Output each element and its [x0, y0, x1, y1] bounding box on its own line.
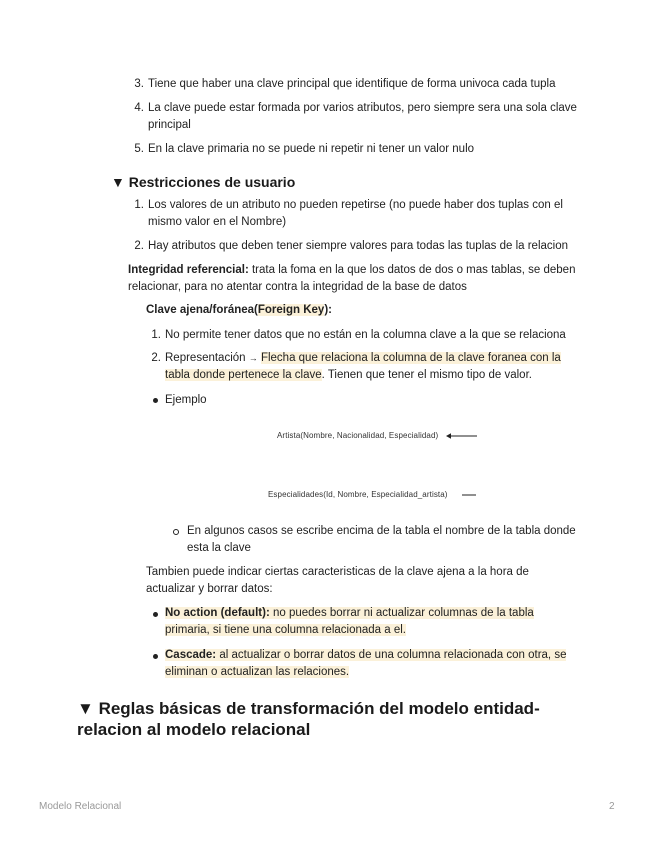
page-number: 2: [609, 801, 615, 812]
clave-ajena-heading: [146, 302, 332, 319]
section-title: Reglas básicas de transformación del modelo entidad-relacion al modelo relacional: [77, 699, 540, 739]
bullet-dot-icon: [153, 612, 158, 617]
list-number: 2.: [134, 240, 144, 252]
sub-bullet-text: En algunos casos se escribe encima de la tabla el nombre de la tabla donde esta la clave: [187, 525, 576, 554]
list-number: 4.: [134, 102, 144, 114]
list-text: En la clave primaria no se puede ni repetir ni tener un valor nulo: [148, 143, 475, 155]
list-text: Los valores de un atributo no pueden repetirse (no puede haber dos tuplas con el mismo valor en el Nombre): [148, 199, 563, 228]
list-text: [165, 350, 575, 384]
integridad-label: Integridad referencial:: [128, 264, 249, 276]
diagram-connector-line: [462, 490, 478, 500]
representacion-suffix: . Tienen que tener el mismo tipo de valor.: [321, 369, 532, 381]
heading-prefix: Clave ajena/foránea(: [146, 304, 258, 316]
toggle-triangle-icon[interactable]: ▼: [77, 699, 94, 718]
cascade-text: [165, 647, 575, 681]
cascade-label: Cascade:: [165, 649, 217, 661]
diagram-arrow-icon: [446, 431, 478, 441]
toggle-triangle-icon[interactable]: ▼: [111, 174, 125, 190]
list-number: 2.: [151, 352, 161, 364]
bullet-dot-icon: [153, 654, 158, 659]
integridad-text: trata la foma en la que los datos de dos o mas tablas, se deben relacionar, para no atentar contra la integridad de la base de datos: [128, 264, 576, 293]
right-arrow-icon: →: [248, 353, 258, 363]
ejemplo-label: Ejemplo: [165, 394, 207, 406]
cascade-description: al actualizar o borrar datos de una columna relacionada con otra, se eliminan o actualizan las relaciones.: [165, 649, 567, 678]
representacion-label: Representación: [165, 352, 249, 364]
no-action-text: [165, 605, 575, 639]
reglas-toggle-heading[interactable]: [77, 698, 547, 740]
list-text: La clave puede estar formada por varios atributos, pero siempre sera una sola clave principal: [148, 102, 577, 131]
list-number: 1.: [151, 329, 161, 341]
highlighted-text: Flecha que relaciona la columna de la clave foranea con la tabla donde pertenece la clave: [165, 352, 561, 381]
no-action-label: No action (default):: [165, 607, 270, 619]
bullet-circle-icon: [173, 529, 179, 535]
heading-suffix: ):: [324, 304, 332, 316]
caracteristicas-paragraph: Tambien puede indicar ciertas caracteristicas de la clave ajena a la hora de actualizar y borrar datos:: [146, 566, 529, 595]
diagram-artista-table: Artista(Nombre, Nacionalidad, Especialidad): [277, 431, 439, 440]
list-number: 3.: [134, 78, 144, 90]
list-number: 1.: [134, 199, 144, 211]
list-text: Hay atributos que deben tener siempre valores para todas las tuplas de la relacion: [148, 240, 568, 252]
restricciones-toggle-heading[interactable]: [111, 174, 295, 190]
no-action-description: no puedes borrar ni actualizar columnas de la tabla primaria, si tiene una columna relacionada a el.: [165, 607, 534, 636]
footer-title: Modelo Relacional: [39, 801, 122, 812]
heading-highlight: Foreign Key: [257, 304, 325, 316]
list-text: No permite tener datos que no están en la columna clave a la que se relaciona: [165, 329, 566, 341]
list-number: 5.: [134, 143, 144, 155]
integridad-paragraph: [128, 262, 583, 296]
diagram-especialidades-table: Especialidades(Id, Nombre, Especialidad_artista): [268, 490, 448, 499]
list-text: Tiene que haber una clave principal que identifique de forma univoca cada tupla: [148, 78, 556, 90]
bullet-dot-icon: [153, 398, 158, 403]
section-title: Restricciones de usuario: [128, 174, 296, 190]
